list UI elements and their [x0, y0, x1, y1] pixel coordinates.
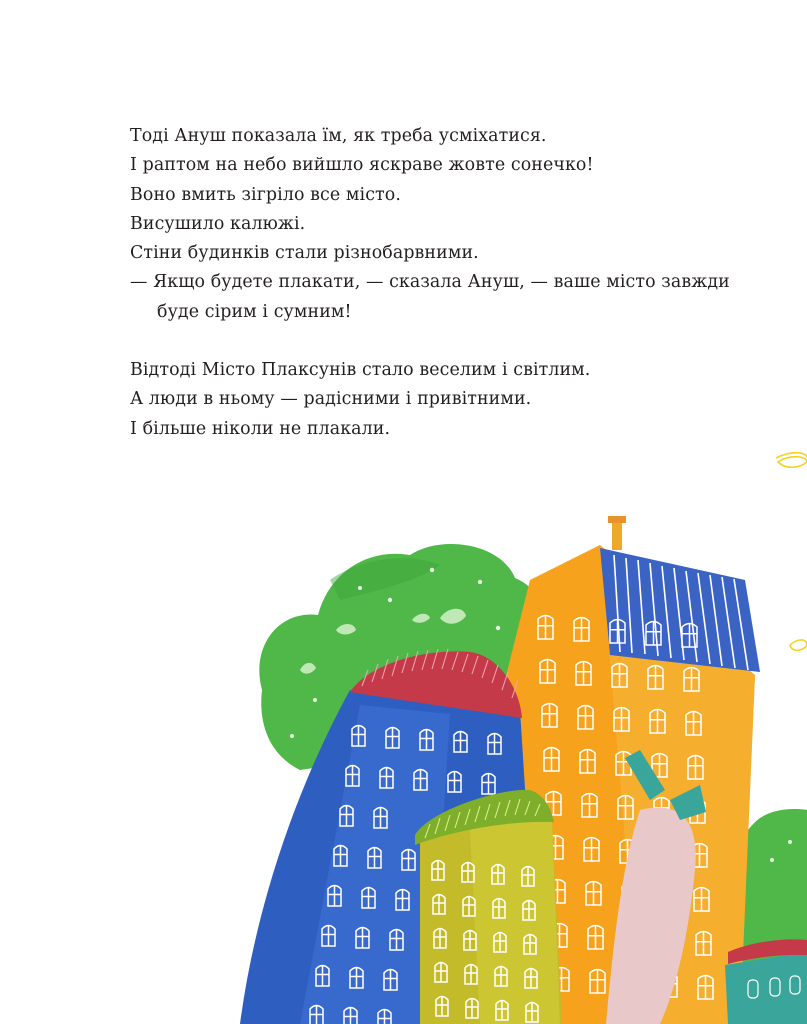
story-text [130, 122, 750, 444]
sun-ray-icon [776, 453, 807, 651]
story-line: буде сірим і сумним! [157, 301, 352, 322]
story-line: Воно вмить зігріло все місто. [130, 184, 401, 205]
story-line: А люди в ньому — радісними і привітними. [130, 389, 532, 410]
teal-building [725, 939, 807, 1024]
city-illustration [0, 440, 807, 1024]
paragraph-gap [130, 327, 750, 356]
story-line: Тоді Ануш показала їм, як треба усміхатися. [130, 126, 547, 146]
story-line: — Якщо будете плакати, — сказала Ануш, — ваше місто завжди [130, 272, 730, 293]
story-line: Стіни будинків стали різнобарвними. [130, 243, 479, 264]
olive-building [415, 790, 562, 1024]
story-line: Відтоді Місто Плаксунів стало веселим і світлим. [130, 360, 591, 381]
story-line: І раптом на небо вийшло яскраве жовте сонечко! [130, 155, 594, 176]
story-line: І більше ніколи не плакали. [130, 418, 391, 439]
story-line: Висушило калюжі. [130, 213, 306, 234]
